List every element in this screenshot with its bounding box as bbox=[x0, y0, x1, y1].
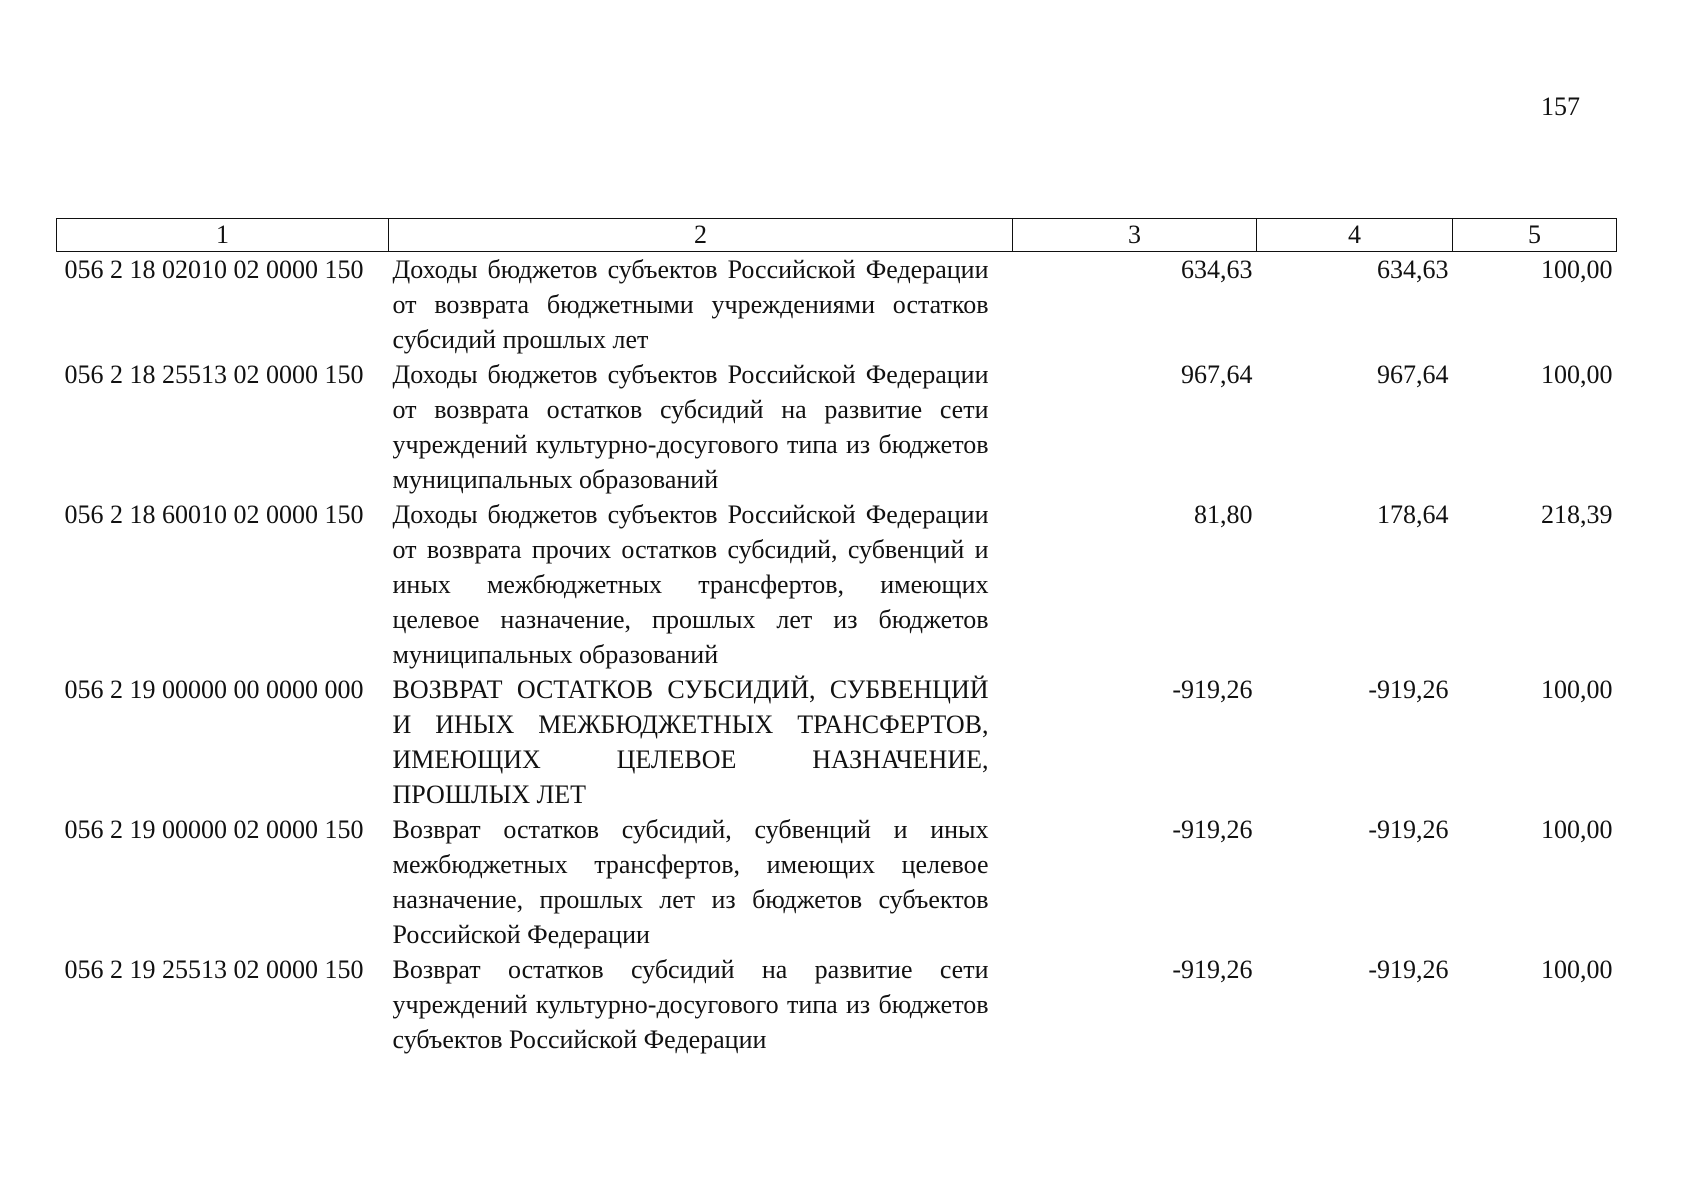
row-value-col3: -919,26 bbox=[1172, 675, 1253, 704]
row-value-col3: -919,26 bbox=[1172, 955, 1253, 984]
row-code: 056 2 18 02010 02 0000 150 bbox=[64, 255, 364, 284]
table-header bbox=[57, 219, 1617, 252]
table-row bbox=[57, 952, 1617, 1057]
row-name: Возврат остатков субсидий на развитие сети учреждений культурно-досугового типа из бюджетов субъектов Российской Федерации bbox=[392, 955, 989, 1054]
row-code: 056 2 18 60010 02 0000 150 bbox=[64, 500, 364, 529]
row-value-col4: 967,64 bbox=[1377, 360, 1449, 389]
row-code: 056 2 19 00000 00 0000 000 bbox=[64, 675, 364, 704]
row-value-col4: 634,63 bbox=[1377, 255, 1449, 284]
table-row bbox=[57, 812, 1617, 952]
budget-table bbox=[56, 218, 1617, 1057]
row-value-col4: -919,26 bbox=[1368, 955, 1449, 984]
row-value-col5: 100,00 bbox=[1541, 255, 1613, 284]
row-name: Доходы бюджетов субъектов Российской Федерации от возврата прочих остатков субсидий, субвенций и иных межбюджетных трансфертов, имеющих целевое назначение, прошлых лет из бюджетов муниципальных образований bbox=[392, 500, 989, 669]
row-value-col3: 634,63 bbox=[1181, 255, 1253, 284]
row-value-col5: 100,00 bbox=[1541, 815, 1613, 844]
row-value-col4: -919,26 bbox=[1368, 815, 1449, 844]
header-col-3: 3 bbox=[1013, 219, 1257, 252]
table-body bbox=[57, 252, 1617, 1058]
row-value-col3: 81,80 bbox=[1194, 500, 1253, 529]
row-value-col5: 100,00 bbox=[1541, 360, 1613, 389]
row-code: 056 2 19 25513 02 0000 150 bbox=[64, 955, 364, 984]
row-value-col4: 178,64 bbox=[1377, 500, 1449, 529]
table-row bbox=[57, 252, 1617, 358]
row-name: Доходы бюджетов субъектов Российской Федерации от возврата бюджетными учреждениями остатков субсидий прошлых лет bbox=[392, 255, 989, 354]
row-value-col4: -919,26 bbox=[1368, 675, 1449, 704]
row-value-col5: 100,00 bbox=[1541, 955, 1613, 984]
header-col-4: 4 bbox=[1257, 219, 1453, 252]
header-row bbox=[57, 219, 1617, 252]
table-row bbox=[57, 357, 1617, 497]
table-row bbox=[57, 497, 1617, 672]
header-col-2: 2 bbox=[389, 219, 1013, 252]
row-name: Возврат остатков субсидий, субвенций и иных межбюджетных трансфертов, имеющих целевое назначение, прошлых лет из бюджетов субъектов Российской Федерации bbox=[392, 815, 989, 949]
page-number: 157 bbox=[1541, 92, 1580, 121]
row-name: ВОЗВРАТ ОСТАТКОВ СУБСИДИЙ, СУБВЕНЦИЙ И ИНЫХ МЕЖБЮДЖЕТНЫХ ТРАНСФЕРТОВ, ИМЕЮЩИХ ЦЕЛЕВОЕ НАЗНАЧЕНИЕ, ПРОШЛЫХ ЛЕТ bbox=[392, 675, 989, 809]
table-row bbox=[57, 672, 1617, 812]
row-code: 056 2 19 00000 02 0000 150 bbox=[64, 815, 364, 844]
row-value-col5: 218,39 bbox=[1541, 500, 1613, 529]
row-value-col5: 100,00 bbox=[1541, 675, 1613, 704]
header-col-5: 5 bbox=[1453, 219, 1617, 252]
header-col-1: 1 bbox=[57, 219, 389, 252]
row-value-col3: 967,64 bbox=[1181, 360, 1253, 389]
row-value-col3: -919,26 bbox=[1172, 815, 1253, 844]
row-code: 056 2 18 25513 02 0000 150 bbox=[64, 360, 364, 389]
row-name: Доходы бюджетов субъектов Российской Федерации от возврата остатков субсидий на развитие сети учреждений культурно-досугового типа из бюджетов муниципальных образований bbox=[392, 360, 989, 494]
